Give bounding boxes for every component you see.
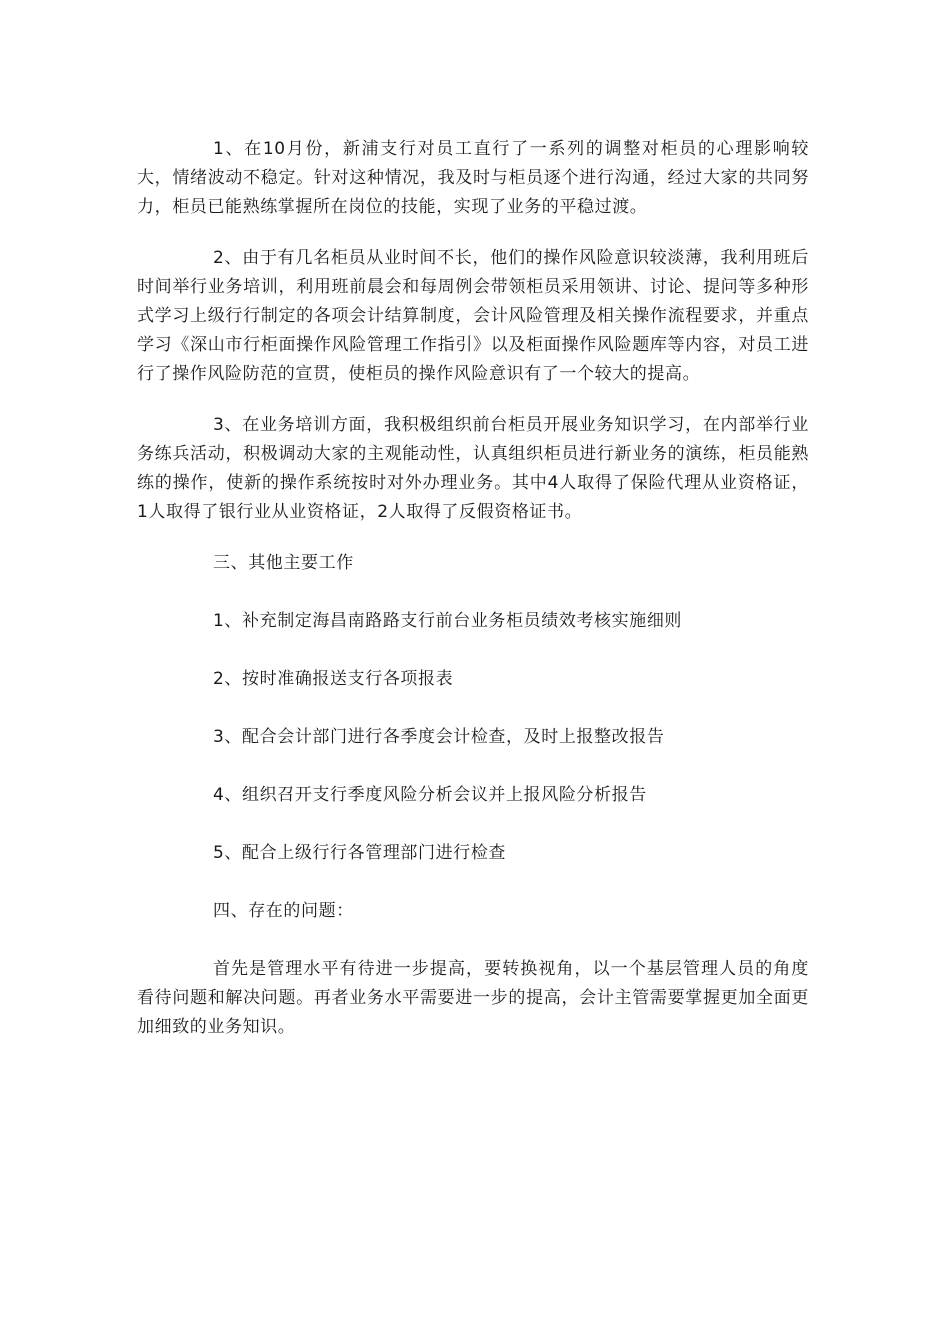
paragraph-3: 3、在业务培训方面，我积极组织前台柜员开展业务知识学习，在内部举行业务练兵活动，积极调动大家的主观能动性，认真组织柜员进行新业务的演练，柜员能熟练的操作，使新的操作系统按时对外办理业务。其中4人取得了保险代理从业资格证，1人取得了银行业从业资格证，2人取得了反假资格证书。: [137, 415, 809, 522]
list-item: 4、组织召开支行季度风险分析会议并上报风险分析报告: [213, 785, 647, 805]
closing-paragraph: 首先是管理水平有待进一步提高，要转换视角，以一个基层管理人员的角度看待问题和解决问题。再者业务水平需要进一步的提高，会计主管需要掌握更加全面更加细致的业务知识。: [137, 959, 809, 1037]
paragraph-2: 2、由于有几名柜员从业时间不长，他们的操作风险意识较淡薄，我利用班后时间举行业务培训，利用班前晨会和每周例会带领柜员采用领讲、讨论、提问等多种形式学习上级行行制定的各项会计结算制度，会计风险管理及相关操作流程要求，并重点学习《深山市行柜面操作风险管理工作指引》以及柜面操作风险题库等内容，对员工进行了操作风险防范的宣贯，使柜员的操作风险意识有了一个较大的提高。: [137, 248, 809, 384]
section-heading-other-work: 三、其他主要工作: [213, 553, 354, 573]
list-item: 3、配合会计部门进行各季度会计检查，及时上报整改报告: [213, 727, 665, 747]
list-item: 2、按时准确报送支行各项报表: [213, 669, 454, 689]
list-item: 5、配合上级行行各管理部门进行检查: [213, 843, 507, 863]
document-body: [137, 135, 809, 1064]
list-item: 1、补充制定海昌南路路支行前台业务柜员绩效考核实施细则: [213, 611, 683, 631]
section-heading-problems: 四、存在的问题：: [213, 901, 354, 921]
paragraph-1: 1、在10月份，新浦支行对员工直行了一系列的调整对柜员的心理影响较大，情绪波动不稳定。针对这种情况，我及时与柜员逐个进行沟通，经过大家的共同努力，柜员已能熟练掌握所在岗位的技能，实现了业务的平稳过渡。: [137, 139, 809, 217]
